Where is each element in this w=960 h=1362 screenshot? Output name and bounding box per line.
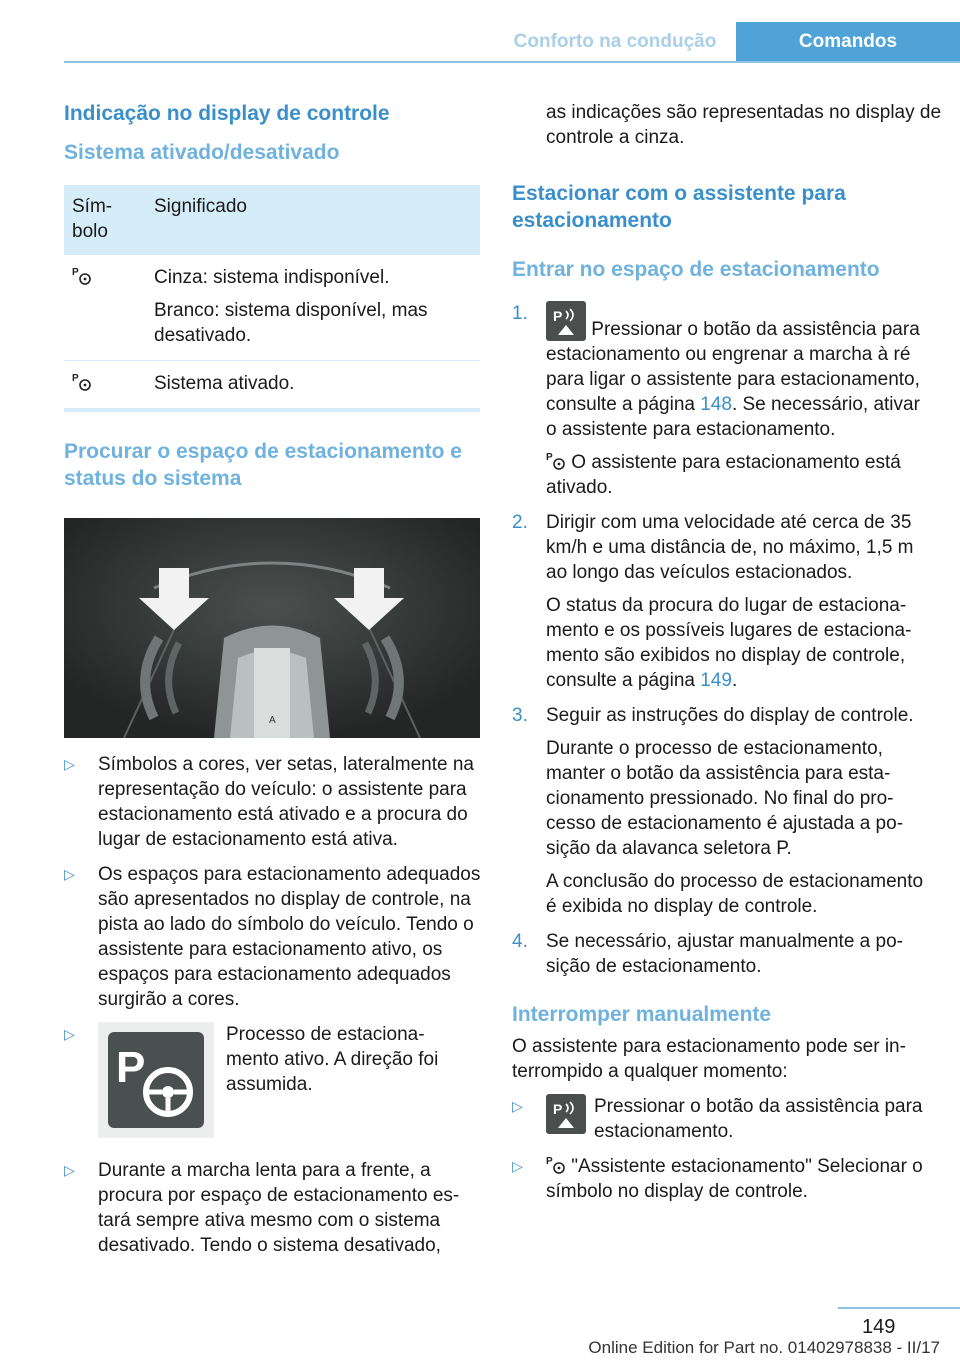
page-number: 149 [862, 1316, 896, 1338]
right-column [512, 100, 960, 150]
svg-text:P: P [72, 373, 79, 384]
list-item: ▷ P "Assistente estacionamento" Selecionar o símbolo no display de controle. [512, 1156, 923, 1202]
table-row [64, 255, 480, 361]
park-assist-active-icon [546, 451, 566, 471]
left-column [64, 100, 482, 1268]
page-link-148[interactable]: 148 [700, 394, 732, 415]
svg-text:P: P [553, 308, 563, 324]
meaning-gray: Cinza: sistema indisponível. [154, 267, 390, 288]
symbol-table [64, 185, 480, 412]
svg-text:P: P [546, 452, 553, 463]
interrupt-text: O assistente para estacionamento pode ser interrompido a qualquer momento: [512, 1036, 906, 1082]
header-divider [64, 61, 960, 63]
continued-text: as indicações são representadas no display de controle a cinza. [546, 102, 942, 148]
meaning-active: Sistema ativado. [146, 361, 480, 411]
meaning-white: Branco: sistema disponível, mas desativado. [154, 300, 428, 346]
list-item: ▷ P Processo de estacionamento ativo. A direção foi assumida. [64, 1022, 482, 1148]
section-tab[interactable]: Conforto na condução [513, 31, 717, 52]
page-link-149[interactable]: 149 [700, 670, 732, 691]
step-item: 3. Seguir as instruções do display de controle. Durante o processo de estacionamento, manter o botão da assistência para estacionamento pressionado. No final do processo de estacionamento é ajustada a posição da alavanca seletora P. A conclusão do processo de estacionamento é exibida no display de controle. [512, 705, 924, 917]
list-item: ▷ P Pressionar o botão da assistência para estacionamento. [512, 1096, 923, 1142]
chapter-tab[interactable]: Comandos [736, 22, 960, 62]
svg-text:P: P [546, 1156, 553, 1167]
table-header-row [64, 185, 480, 255]
heading-search: Procurar o espaço de estacionamento e status do sistema [64, 440, 462, 490]
step-item: 1. P Pressionar o botão da assistência para estacionamento ou engrenar a marcha à ré para ligar o assistente para estacionamento, consulte a página 148. Se necessário, ativar o assistente para estacionamento. P O assistente para estacionamento está ativado. [512, 303, 920, 498]
list-item: ▷ Os espaços para estacionamento adequados são apresentados no display de controle, na pista ao lado do símbolo do veículo. Tendo o assistente para estacionamento ativo, os espaços para estacionamento adequados surgirão a cores. [64, 864, 481, 1010]
svg-text:P: P [116, 1043, 146, 1092]
interrupt-bullets [512, 1094, 926, 1204]
heading-park: Estacionar com o assistente para estacionamento [512, 182, 846, 232]
triangle-bullet-icon: ▷ [512, 1158, 523, 1174]
triangle-bullet-icon: ▷ [64, 756, 75, 772]
steps-list [512, 301, 926, 979]
page-header [0, 0, 960, 62]
park-assist-active-icon [72, 372, 92, 392]
status-bullets [64, 752, 482, 1258]
table-row [64, 361, 480, 411]
parking-display-image [64, 518, 480, 738]
heading-enter: Entrar no espaço de estacionamento [512, 258, 880, 281]
list-item: ▷ Durante a marcha lenta para a frente, a procura por espaço de estacionamento estará sempre ativa mesmo com o sistema desativado. Tendo o sistema desativado, [64, 1160, 460, 1256]
triangle-bullet-icon: ▷ [64, 1026, 75, 1042]
step-item: 4. Se necessário, ajustar manualmente a posição de estacionamento. [512, 931, 903, 977]
heading-display: Indicação no display de controle [64, 102, 390, 125]
triangle-bullet-icon: ▷ [64, 1162, 75, 1178]
right-column-main [512, 180, 926, 1214]
edition-footer: Online Edition for Part no. 01402978838 - II/17 [588, 1338, 940, 1357]
heading-interrupt: Interromper manualmente [512, 1003, 772, 1026]
list-item: ▷ Símbolos a cores, ver setas, lateralmente na representação do veículo: o assistente para estacionamento está ativado e a procura do lugar de estacionamento está ativa. [64, 754, 474, 850]
park-assist-button-icon[interactable] [546, 301, 586, 341]
svg-text:P: P [553, 1101, 563, 1117]
svg-text:P: P [72, 267, 79, 278]
triangle-bullet-icon: ▷ [64, 866, 75, 882]
table-header-symbol: Símbolo [64, 185, 146, 255]
footer-divider [838, 1307, 960, 1309]
park-assist-active-icon [546, 1155, 566, 1175]
svg-text:A: A [269, 715, 276, 726]
triangle-bullet-icon: ▷ [512, 1098, 523, 1114]
step-item: 2. Dirigir com uma velocidade até cerca de 35 km/h e uma distância de, no máximo, 1,5 m ao longo das veículos estacionados. O status da procura do lugar de estacionamento e os possíveis lugares de estacionamento são exibidos no display de controle, consulte a página 149. [512, 512, 914, 691]
park-assist-button-icon[interactable] [546, 1094, 586, 1134]
park-assist-icon [72, 266, 92, 286]
table-header-meaning: Significado [146, 185, 480, 255]
park-steering-icon [98, 1022, 214, 1138]
heading-system-status: Sistema ativado/desativado [64, 141, 340, 164]
